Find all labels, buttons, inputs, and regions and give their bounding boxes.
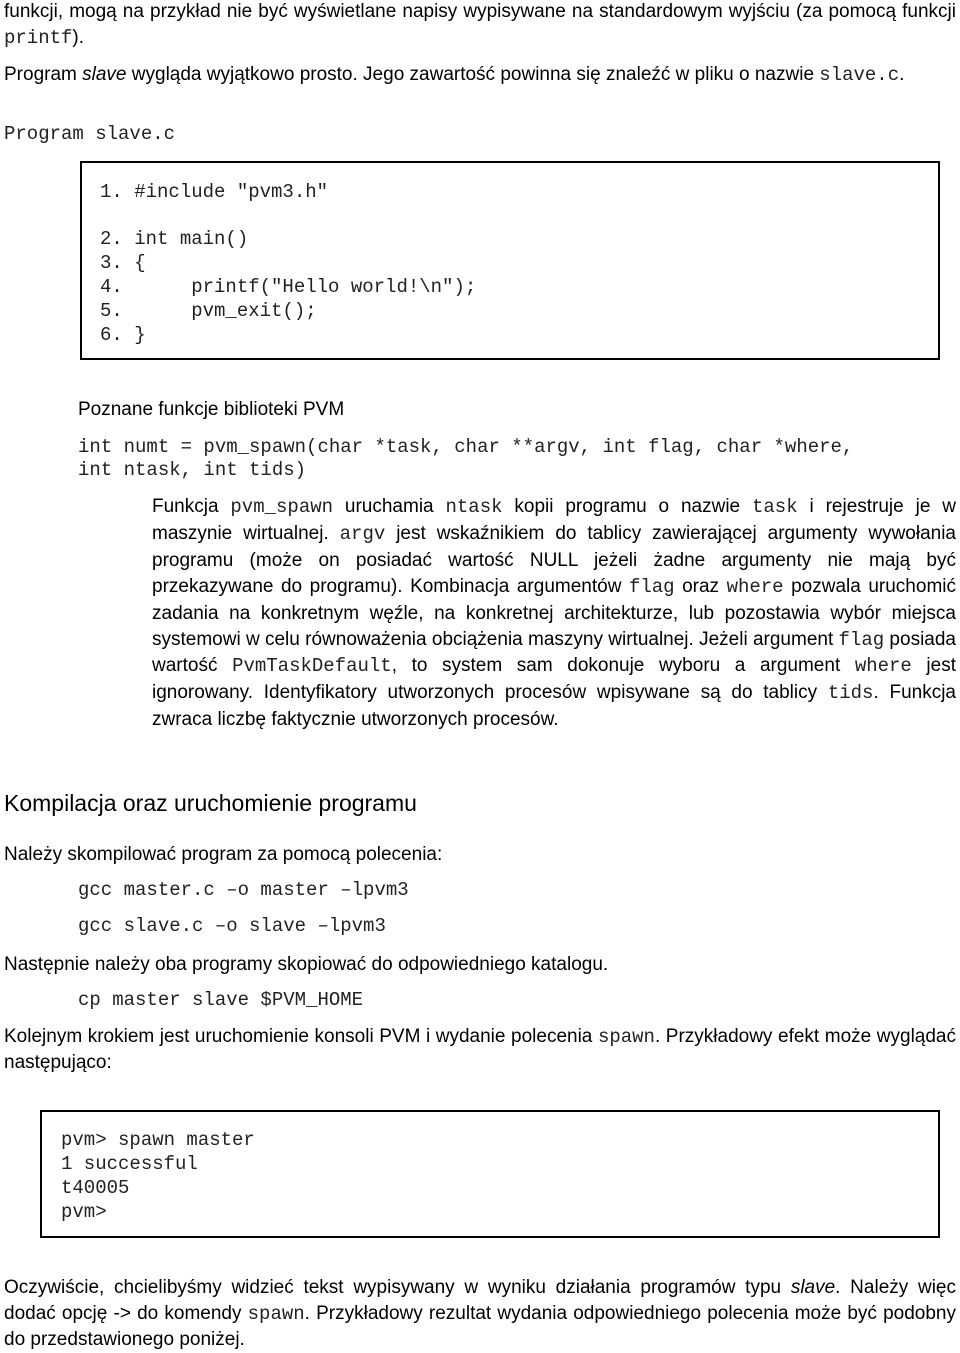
console-instruction-paragraph (4, 1024, 956, 1076)
desc-text: posiada wartość (152, 628, 956, 677)
intro-text-end: ). (72, 27, 85, 48)
desc-code: PvmTaskDefault (232, 655, 392, 678)
desc-code: task (752, 496, 798, 518)
pvm-spawn-signature-cont: int ntask, int tids) (78, 459, 307, 481)
outro-paragraph (4, 1275, 956, 1353)
compile-master-command: gcc master.c –o master –lpvm3 (78, 879, 409, 901)
slave-desc-end: . (899, 64, 905, 85)
compile-section-heading: Kompilacja oraz uruchomienie programu (4, 790, 417, 816)
code-line: 1. #include "pvm3.h" (100, 181, 329, 203)
desc-text: uruchamia (333, 496, 446, 517)
desc-code: where (726, 575, 784, 598)
console-instr-text-2: . Przykładowy efekt może wyglądać następująco: (4, 1026, 956, 1073)
code-line: 6. } (100, 324, 146, 346)
code-line: 3. { (100, 252, 146, 274)
desc-text: i rejestruje je w maszynie wirtualnej. (152, 496, 956, 544)
slave-desc-text-2: wygląda wyjątkowo prosto. Jego zawartość powinna się znaleźć w pliku o nazwie (126, 64, 820, 85)
code-line: 5. pvm_exit(); (100, 300, 317, 322)
copy-instruction: Następnie należy oba programy skopiować do odpowiedniego katalogu. (4, 954, 609, 975)
desc-code: flag (838, 628, 885, 651)
compile-slave-command: gcc slave.c –o slave –lpvm3 (78, 915, 386, 937)
slave-desc-text: Program (4, 64, 83, 85)
desc-code: pvm_spawn (230, 496, 334, 518)
outro-spawn-code: spawn (247, 1303, 305, 1325)
desc-text: jest ignorowany. Identyfikatory utworzonych procesów wpisywane są do tablicy (152, 655, 956, 704)
desc-code: tids (827, 682, 874, 705)
desc-code: where (854, 655, 912, 678)
desc-code: ntask (445, 496, 503, 518)
outro-text: Oczywiście, chcielibyśmy widzieć tekst wypisywany w wyniku działania programów typu (4, 1277, 791, 1298)
console-line: pvm> (61, 1201, 107, 1223)
program-label: Program slave.c (4, 123, 176, 145)
outro-text-3: . Przykładowy rezultat wydania odpowiedniego polecenia może być podobny do przedstawionego poniżej. (4, 1303, 956, 1350)
console-instr-text: Kolejnym krokiem jest uruchomienie konsoli PVM i wydanie polecenia (4, 1026, 598, 1047)
desc-text: kopii programu o nazwie (502, 496, 752, 517)
printf-code: printf (4, 27, 73, 49)
slave-filename-code: slave.c (819, 64, 900, 86)
desc-text: . Funkcja zwraca liczbę faktycznie utworzonych procesów. (152, 682, 956, 731)
intro-paragraph (4, 0, 956, 51)
desc-text: Funkcja (152, 496, 231, 517)
desc-text: oraz (674, 575, 727, 597)
console-line: t40005 (61, 1177, 130, 1199)
outro-text-2: . Należy więc dodać opcję -> do komendy (4, 1277, 956, 1324)
outro-italic: slave (790, 1277, 836, 1298)
pvm-functions-heading: Poznane funkcje biblioteki PVM (78, 399, 345, 420)
slave-code-box (80, 161, 940, 360)
pvm-spawn-signature: int numt = pvm_spawn(char *task, char **argv, int flag, char *where, (78, 436, 854, 458)
pvm-spawn-description (152, 494, 956, 733)
compile-instruction: Należy skompilować program za pomocą polecenia: (4, 844, 443, 865)
console-line: pvm> spawn master (61, 1129, 255, 1151)
console-line: 1 successful (61, 1153, 198, 1175)
desc-code: argv (339, 522, 386, 545)
desc-text: pozwala uruchomić zadania na konkretnym węźle, na konkretnej architekturze, lub pozostawia wybór miejsca systemowi w celu równoważenia obciążenia maszyny wirtualnej. Jeżeli argument (152, 575, 956, 650)
slave-italic: slave (82, 64, 127, 85)
desc-text: jest wskaźnikiem do tablicy zawierającej argumenty wywołania programu (może on posiadać wartość NULL jeżeli żadne argumenty nie mają być przekazywane do programu). Kombinacja argumentów (152, 522, 957, 597)
copy-command: cp master slave $PVM_HOME (78, 989, 364, 1011)
code-line: 4. printf("Hello world!\n"); (100, 276, 477, 298)
spawn-code: spawn (597, 1026, 655, 1048)
desc-code: flag (628, 575, 675, 598)
slave-description-paragraph (4, 62, 956, 88)
intro-text: funkcji, mogą na przykład nie być wyświetlane napisy wypisywane na standardowym wyjściu (za pomocą funkcji (4, 1, 956, 22)
code-line: 2. int main() (100, 228, 249, 250)
desc-text: , to system sam dokonuje wyboru a argument (391, 655, 855, 677)
console-output-box (40, 1110, 940, 1238)
